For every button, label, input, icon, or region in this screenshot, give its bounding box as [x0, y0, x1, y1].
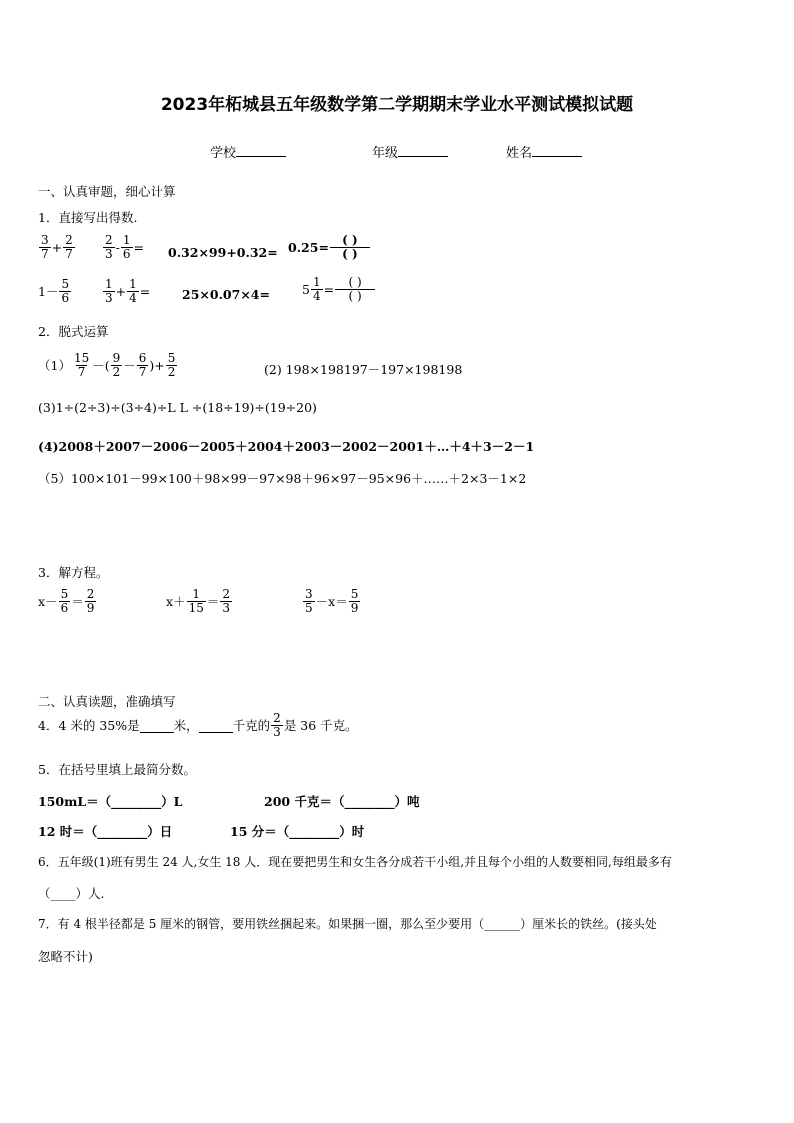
q1-expr-3: 0.32×99+0.32=: [168, 245, 278, 260]
q7-line-2: 忽略不计): [38, 949, 93, 964]
q5-label: 5．在括号里填上最简分数。: [38, 762, 196, 777]
q4-text: 4．4 米的 35%是 米， 千克的 $\frac{2}{3}$ 是 36 千克。: [38, 711, 358, 739]
fraction: $\frac{1}{3}$: [105, 277, 113, 305]
fraction: $\frac{1}{4}$: [129, 277, 137, 305]
section-2-heading: 二、认真读题，准确填写: [38, 694, 176, 709]
q1-expr-1: $\frac{3}{7}$ + $\frac{2}{7}$: [41, 233, 73, 261]
name-field: [506, 142, 582, 161]
q5-item-2: 200 千克＝（________）吨: [264, 794, 420, 809]
fraction: $\frac{9}{2}$: [112, 351, 121, 379]
q2-label: 2．脱式运算: [38, 324, 109, 339]
name-label: 姓名: [506, 146, 533, 161]
fraction: $\frac{( )}{( )}$: [330, 234, 370, 260]
school-label: 学校: [210, 146, 237, 161]
q3-label: 3．解方程。: [38, 565, 109, 580]
school-blank: [236, 156, 286, 157]
page-title: 2023年柘城县五年级数学第二学期期末学业水平测试模拟试题: [160, 95, 634, 115]
school-field: [210, 142, 286, 161]
q1-expr-8: 5 $\frac{1}{4}$ = $\frac{( )}{( )}$: [302, 276, 376, 302]
q4-blank-1: [140, 717, 174, 733]
fraction: $\frac{1}{4}$: [312, 275, 321, 303]
fraction: $\frac{2}{9}$: [86, 587, 95, 615]
q3-equation-3: $\frac{3}{5}$ －x＝ $\frac{5}{9}$: [305, 587, 359, 615]
fraction: $\frac{1}{6}$: [122, 233, 131, 261]
section-1-heading: 一、认真审题，细心计算: [38, 184, 176, 199]
fraction: $\frac{1}{15}$: [188, 587, 204, 615]
q2-part-1: （1） $\frac{15}{7}$ －( $\frac{9}{2}$ － $\frac{6}{7}$ )+ $\frac{5}{2}$: [38, 351, 176, 379]
q7-line-1: 7．有 4 根半径都是 5 厘米的钢管，要用铁丝捆起来。如果捆一圈，那么至少要用（______）厘米长的铁丝。(接头处: [38, 917, 657, 931]
q5-item-4: 15 分＝（________）时: [230, 824, 365, 839]
fraction: $\frac{5}{6}$: [61, 277, 70, 305]
q4-blank-2: [199, 717, 233, 733]
q5-item-1: 150mL＝（________）L: [38, 794, 183, 809]
q1-expr-7: 25×0.07×4=: [182, 287, 270, 302]
q6-line-2: （____）人.: [38, 886, 105, 901]
q3-equation-1: x－ $\frac{5}{6}$ ＝ $\frac{2}{9}$: [38, 587, 95, 615]
fraction: $\frac{( )}{( )}$: [335, 276, 375, 302]
name-blank: [532, 156, 582, 157]
q1-label: 1．直接写出得数.: [38, 210, 138, 225]
fraction: $\frac{3}{7}$: [41, 233, 49, 261]
fraction: $\frac{2}{7}$: [65, 233, 73, 261]
q5-item-3: 12 时＝（________）日: [38, 824, 173, 839]
fraction: $\frac{3}{5}$: [305, 587, 313, 615]
q1-expr-2: $\frac{2}{3}$ - $\frac{1}{6}$ =: [105, 233, 144, 261]
q1-expr-6: $\frac{1}{3}$ + $\frac{1}{4}$ =: [105, 277, 151, 305]
q1-expr-4: 0.25= $\frac{( )}{( )}$: [288, 234, 371, 260]
q6-line-1: 6．五年级(1)班有男生 24 人,女生 18 人．现在要把男生和女生各分成若干小组,并且每个小组的人数要相同,每组最多有: [38, 855, 672, 869]
q1-expr-5: 1－ $\frac{5}{6}$: [38, 277, 70, 305]
fraction: $\frac{15}{7}$: [73, 351, 90, 379]
fraction: $\frac{5}{6}$: [60, 587, 69, 615]
q2-part-4: (4)2008＋2007－2006－2005＋2004＋2003－2002－2001＋…＋4＋3－2－1: [38, 439, 535, 454]
q2-part-5: （5）100×101－99×100＋98×99－97×98＋96×97－95×96＋……＋2×3－1×2: [38, 471, 527, 486]
fraction: $\frac{6}{7}$: [138, 351, 147, 379]
fraction: $\frac{2}{3}$: [273, 711, 281, 739]
q3-equation-2: x＋ $\frac{1}{15}$ ＝ $\frac{2}{3}$: [166, 587, 230, 615]
grade-blank: [398, 156, 448, 157]
grade-label: 年级: [372, 146, 399, 161]
fraction: $\frac{2}{3}$: [105, 233, 113, 261]
grade-field: [372, 142, 448, 161]
q2-part-2: (2) 198×198197－197×198198: [264, 362, 463, 377]
fraction: $\frac{5}{9}$: [350, 587, 359, 615]
fraction: $\frac{2}{3}$: [222, 587, 230, 615]
q2-part-3: (3)1÷(2÷3)÷(3÷4)÷L L ÷(18÷19)÷(19÷20): [38, 400, 317, 415]
fraction: $\frac{5}{2}$: [167, 351, 176, 379]
